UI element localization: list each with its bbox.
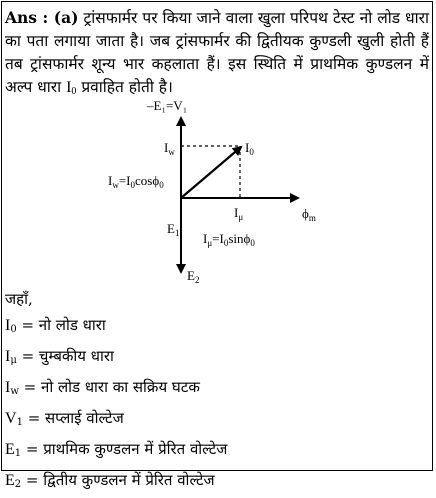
definition-item: $I_0$ = नो लोड धारा (5, 316, 106, 335)
label-iw: $I_w$ (164, 140, 175, 157)
label-imu: $I_\mu$ (234, 205, 244, 222)
definition-item: $I_\mu$ = चुम्बकीय धारा (5, 347, 114, 366)
label-i0: $I_0$ (245, 140, 254, 157)
current-symbol: $I_0$ (66, 79, 77, 97)
definition-item: $V_1$ = सप्लाई वोल्टेज (5, 409, 124, 428)
label-top: –E₁=V₁ (147, 98, 188, 113)
definitions-list (5, 286, 227, 498)
definition-item: $E_2$ = द्वितीय कुण्डलन में प्रेरित वोल्टेज (5, 471, 215, 490)
label-e2: $E_2$ (187, 268, 200, 285)
answer-text-end: प्रवाहित होती है। (81, 78, 173, 96)
definition-item: $I_w$ = नो लोड धारा का सक्रिय घटक (5, 378, 200, 397)
answer-text: ट्रांसफार्मर पर किया जाने वाला खुला परिपथ टेस्ट नो लोड धारा का पता लगाया जाता है। जब ट्रांसफार्मर की द्वितीयक कुण्डली खुली होती हैं तब ट्रांसफार्मर शून्य भार कहलाता हैं। इस स्थिति में प्राथमिक कुण्डलन में अल्प धारा (5, 9, 430, 96)
label-e1: $E_1$ (167, 221, 180, 238)
i0-phasor (181, 147, 241, 198)
definitions-heading: जहाँ, (5, 290, 33, 308)
definition-item: $E_1$ = प्राथमिक कुण्डलन में प्रेरित वोल्टेज (5, 440, 228, 459)
label-imu-formula: $I_\mu=I_0\sin\phi_0$ (203, 231, 255, 248)
label-phim: $\phi_m$ (302, 206, 316, 223)
label-iw-formula: $I_w=I_0\cos\phi_0$ (108, 173, 164, 190)
answer-lead: Ans : (a) (5, 8, 79, 27)
